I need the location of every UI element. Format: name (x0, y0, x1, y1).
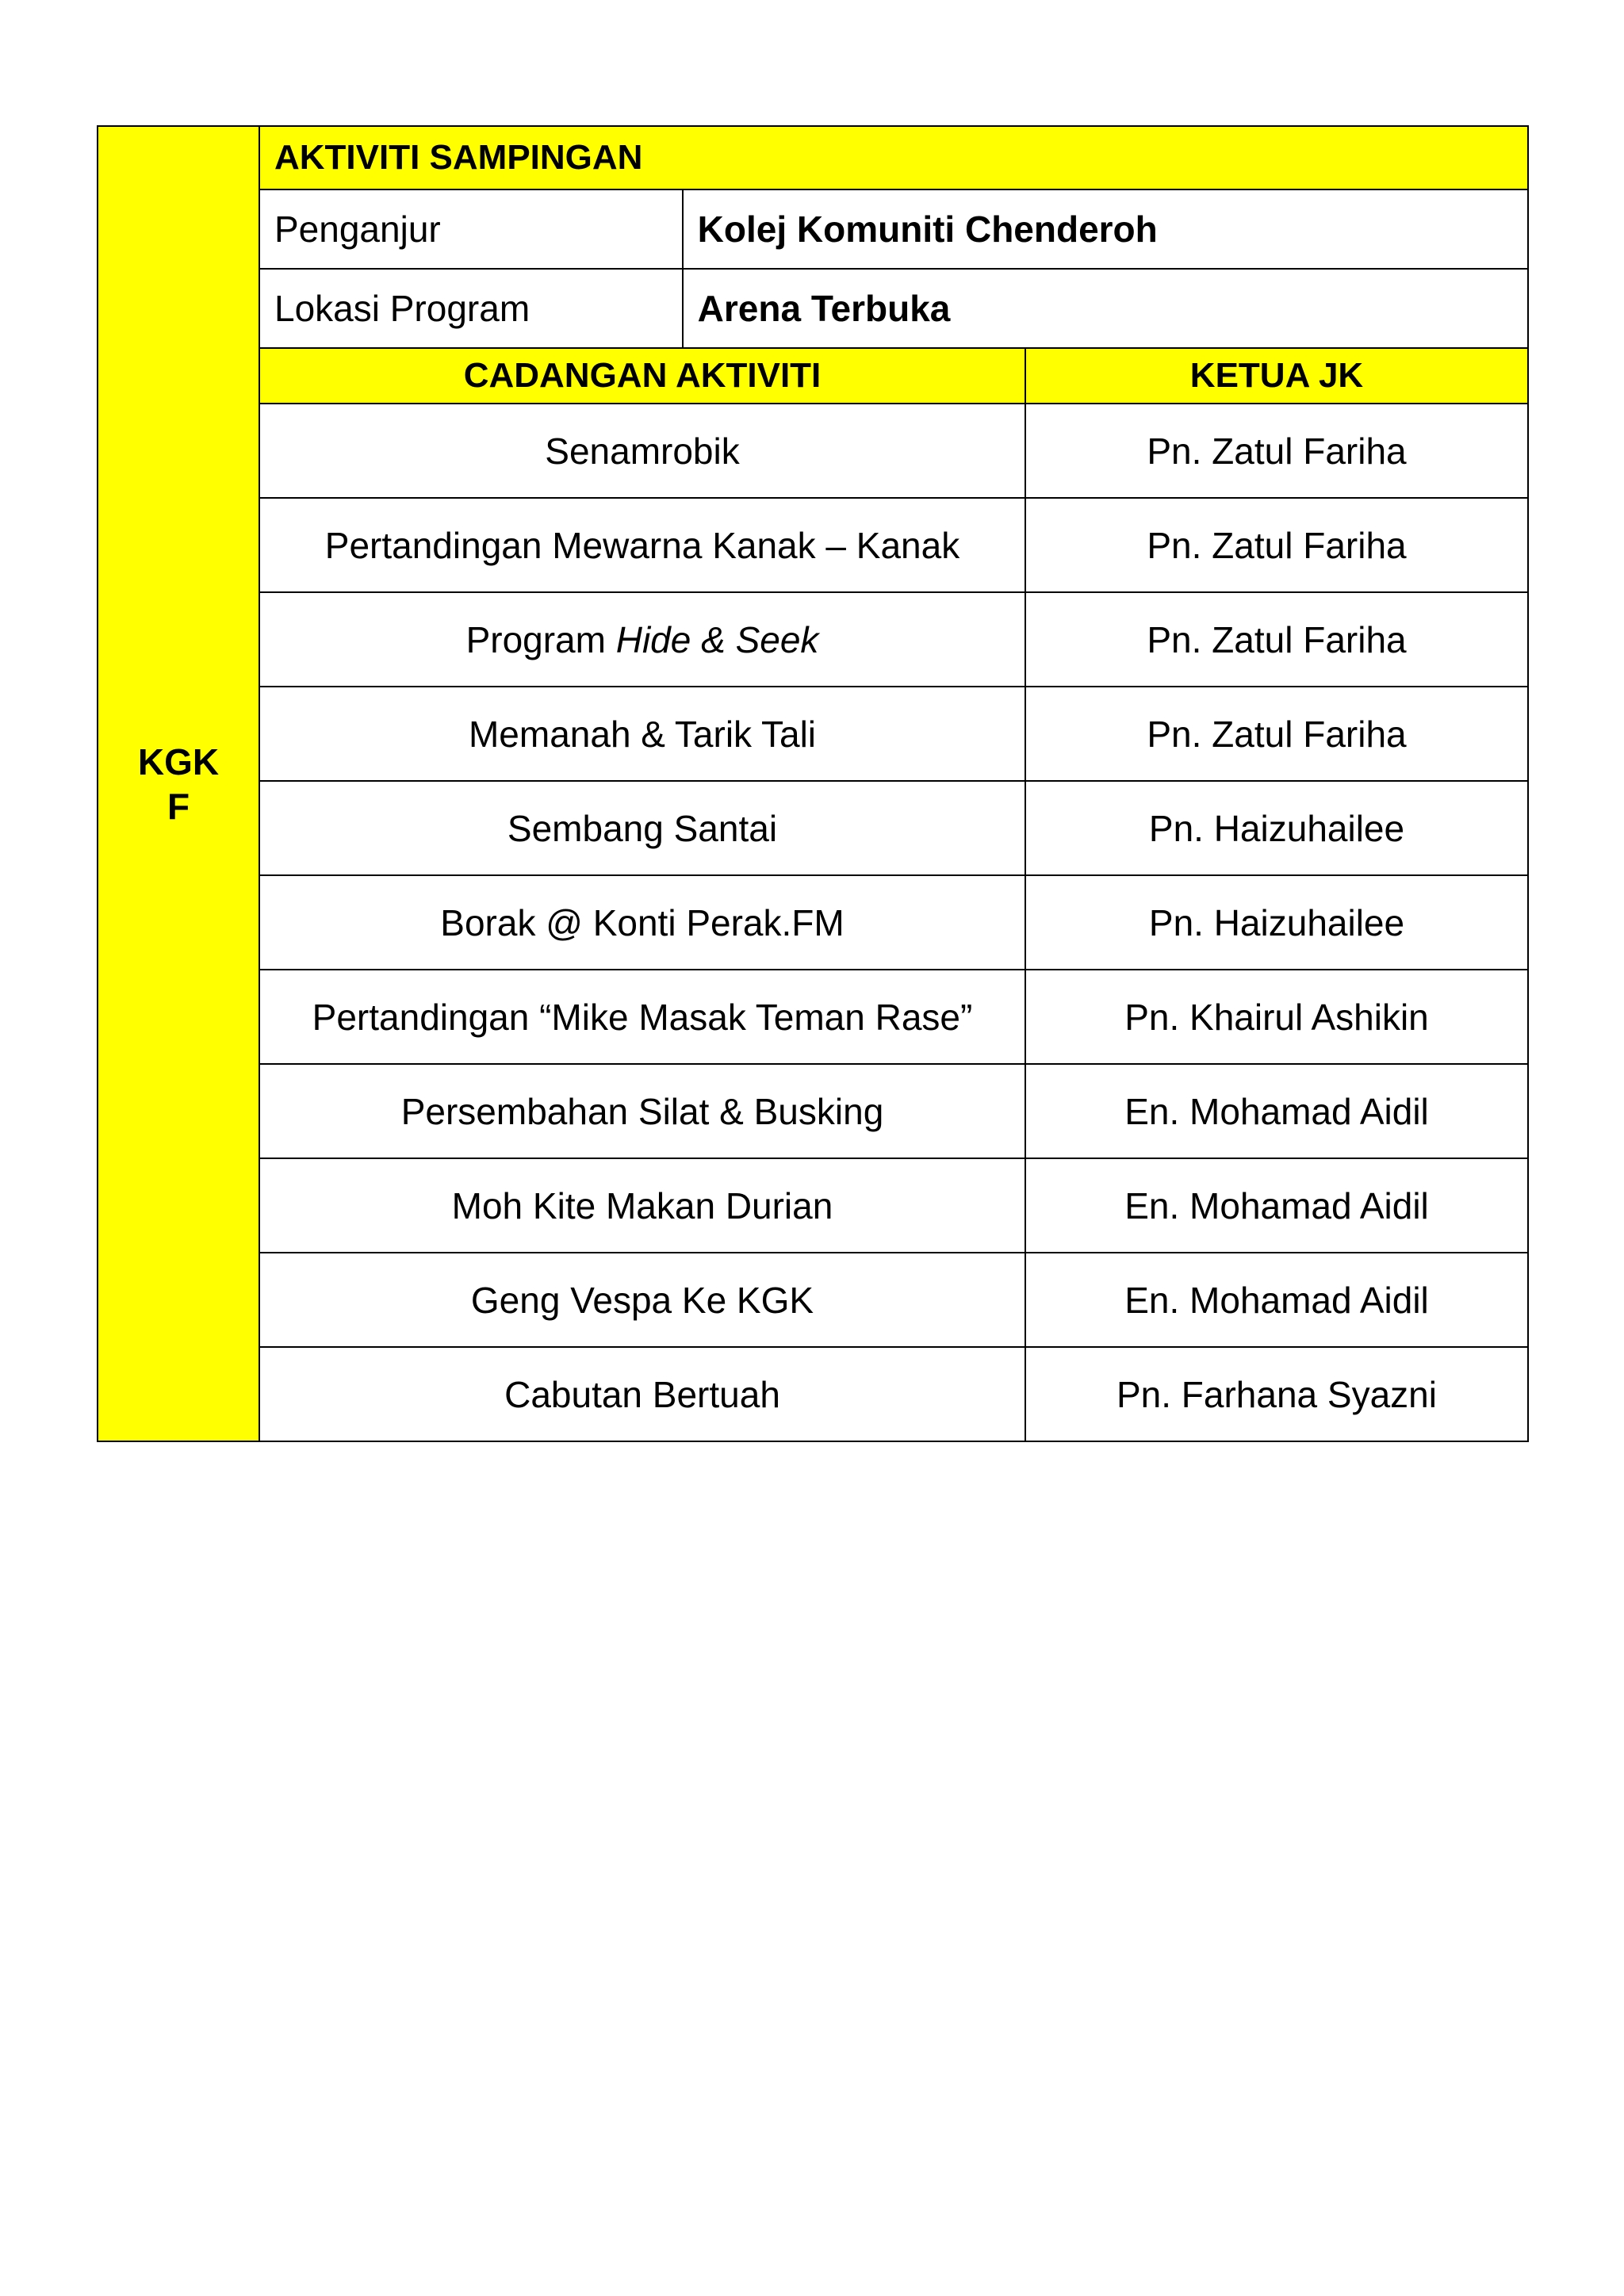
leader-cell: Pn. Zatul Fariha (1025, 592, 1527, 687)
activity-cell: Senamrobik (260, 404, 1025, 498)
section-title: AKTIVITI SAMPINGAN (260, 127, 1527, 189)
activity-list-cell (260, 348, 1527, 1441)
activity-cell: Pertandingan Mewarna Kanak – Kanak (260, 498, 1025, 592)
activity-cell: Cabutan Bertuah (260, 1347, 1025, 1441)
table-row (260, 404, 1527, 498)
side-label-line-1: KGK (137, 740, 220, 783)
activity-cell: Geng Vespa Ke KGK (260, 1253, 1025, 1347)
table-row (260, 1347, 1527, 1441)
leader-cell: En. Mohamad Aidil (1025, 1253, 1527, 1347)
side-label-line-2: F (167, 785, 190, 827)
leader-cell: En. Mohamad Aidil (1025, 1158, 1527, 1253)
leader-cell: Pn. Zatul Fariha (1025, 687, 1527, 781)
side-label-cell (98, 126, 259, 1441)
table-row (260, 781, 1527, 875)
column-header-activity: CADANGAN AKTIVITI (260, 349, 1025, 404)
meta-label-organizer: Penganjur (260, 189, 683, 269)
activity-cell: Persembahan Silat & Busking (260, 1064, 1025, 1158)
table-row (260, 970, 1527, 1064)
leader-cell: Pn. Farhana Syazni (1116, 1373, 1437, 1415)
activity-cell: Memanah & Tarik Tali (260, 687, 1025, 781)
meta-value-organizer: Kolej Komuniti Chenderoh (683, 189, 1527, 269)
activity-prefix: Program (465, 618, 616, 660)
meta-value-location: Arena Terbuka (683, 269, 1527, 348)
activity-cell: Borak @ Konti Perak.FM (260, 875, 1025, 970)
column-header-leader: KETUA JK (1025, 349, 1527, 404)
leader-cell: En. Mohamad Aidil (1025, 1064, 1527, 1158)
activity-cell: Moh Kite Makan Durian (260, 1158, 1025, 1253)
activity-cell: Sembang Santai (260, 781, 1025, 875)
leader-cell: Pn. Zatul Fariha (1025, 404, 1527, 498)
table-row (260, 687, 1527, 781)
activity-cell (260, 592, 1025, 687)
meta-label-location: Lokasi Program (260, 269, 683, 348)
table-row (260, 875, 1527, 970)
content-cell (259, 126, 1528, 1441)
table-row (260, 1064, 1527, 1158)
activity-list (260, 349, 1527, 1441)
table-row (260, 1253, 1527, 1347)
leader-cell: Pn. Khairul Ashikin (1025, 970, 1527, 1064)
table-row (260, 1158, 1527, 1253)
activity-cell: Pertandingan “Mike Masak Teman Rase” (260, 970, 1025, 1064)
activity-table (97, 125, 1529, 1442)
content-table (260, 127, 1527, 1441)
leader-cell: Pn. Zatul Fariha (1025, 498, 1527, 592)
leader-cell: Pn. Haizuhailee (1025, 875, 1527, 970)
table-row (260, 498, 1527, 592)
table-row (260, 592, 1527, 687)
activity-italic: Hide & Seek (615, 618, 819, 660)
leader-cell: Pn. Haizuhailee (1025, 781, 1527, 875)
